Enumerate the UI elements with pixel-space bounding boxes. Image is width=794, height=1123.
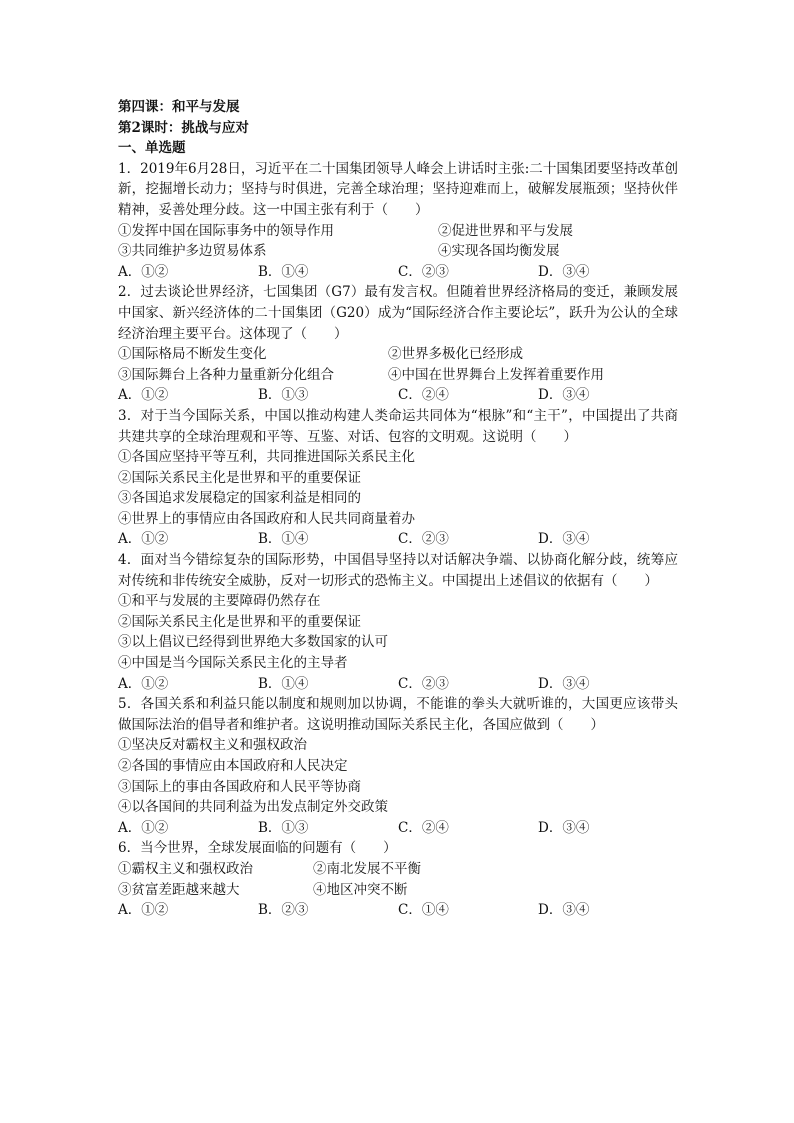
option-row bbox=[118, 344, 678, 365]
answer-d: D．③④ bbox=[538, 531, 590, 548]
answer-a: A．①② bbox=[118, 675, 169, 692]
answer-row bbox=[118, 818, 678, 839]
answer-b: B．①④ bbox=[258, 263, 309, 280]
option-row bbox=[118, 880, 678, 901]
option-1: ①发挥中国在国际事务中的领导作用 bbox=[118, 222, 334, 239]
question-1 bbox=[118, 159, 678, 283]
option-3: ③各国追求发展稳定的国家利益是相同的 bbox=[118, 490, 361, 507]
answer-row bbox=[118, 674, 678, 695]
answer-c: C．②③ bbox=[398, 675, 449, 692]
answer-b: B．①③ bbox=[258, 819, 309, 836]
option-4: ④中国是当今国际关系民主化的主导者 bbox=[118, 655, 348, 672]
answer-row bbox=[118, 385, 678, 406]
option-row bbox=[118, 241, 678, 262]
answer-row bbox=[118, 262, 678, 283]
answer-d: D．③④ bbox=[538, 263, 590, 280]
option-1: ①国际格局不断发生变化 bbox=[118, 346, 267, 363]
question-4 bbox=[118, 550, 678, 694]
answer-a: A．①② bbox=[118, 819, 169, 836]
question-2 bbox=[118, 282, 678, 406]
answer-c: C．②④ bbox=[398, 819, 449, 836]
answer-b: B．①④ bbox=[258, 531, 309, 548]
answer-d: D．③④ bbox=[538, 819, 590, 836]
question-stem: 5．各国关系和利益只能以制度和规则加以协调，不能谁的拳头大就听谁的，大国更应该带头做国际法治的倡导者和维护者。这说明推动国际关系民主化，各国应做到（ ） bbox=[118, 696, 678, 733]
option-4: ④实现各国均衡发展 bbox=[438, 243, 560, 260]
option-4: ④以各国间的共同利益为出发点制定外交政策 bbox=[118, 799, 388, 816]
option-2: ②世界多极化已经形成 bbox=[388, 346, 523, 363]
option-1: ①和平与发展的主要障碍仍然存在 bbox=[118, 593, 321, 610]
question-stem: 2．过去谈论世界经济，七国集团（G7）最有发言权。但随着世界经济格局的变迁，兼顾发展中国家、新兴经济体的二十国集团（G20）成为“国际经济合作主要论坛”，跃升为公认的全球经济治理主要平台。这体现了（ ） bbox=[118, 284, 678, 342]
option-3: ③贫富差距越来越大 bbox=[118, 881, 240, 898]
answer-c: C．②③ bbox=[398, 531, 449, 548]
answer-b: B．①③ bbox=[258, 387, 309, 404]
option-2: ②促进世界和平与发展 bbox=[438, 222, 573, 239]
option-1: ①坚决反对霸权主义和强权政治 bbox=[118, 737, 307, 754]
question-3 bbox=[118, 406, 678, 550]
answer-row bbox=[118, 529, 678, 550]
option-2: ②国际关系民主化是世界和平的重要保证 bbox=[118, 613, 361, 630]
question-6 bbox=[118, 838, 678, 920]
answer-d: D．③④ bbox=[538, 387, 590, 404]
question-stem: 4．面对当今错综复杂的国际形势，中国倡导坚持以对话解决争端、以协商化解分歧，统筹应对传统和非传统安全威胁，反对一切形式的恐怖主义。中国提出上述倡议的依据有（ ） bbox=[118, 552, 678, 589]
option-2: ②南北发展不平衡 bbox=[313, 860, 421, 877]
answer-c: C．②④ bbox=[398, 387, 449, 404]
lesson-subtitle: 第2课时：挑战与应对 bbox=[118, 119, 249, 136]
section-heading: 一、单选题 bbox=[118, 140, 186, 157]
option-4: ④中国在世界舞台上发挥着重要作用 bbox=[388, 366, 604, 383]
option-row bbox=[118, 221, 678, 242]
answer-d: D．③④ bbox=[538, 902, 590, 919]
option-1: ①霸权主义和强权政治 bbox=[118, 860, 253, 877]
answer-a: A．①② bbox=[118, 531, 169, 548]
answer-a: A．①② bbox=[118, 902, 169, 919]
lesson-title: 第四课：和平与发展 bbox=[118, 99, 240, 115]
answer-d: D．③④ bbox=[538, 675, 590, 692]
option-3: ③共同维护多边贸易体系 bbox=[118, 243, 267, 260]
answer-a: A．①② bbox=[118, 263, 169, 280]
option-3: ③国际舞台上各种力量重新分化组合 bbox=[118, 366, 334, 383]
option-2: ②各国的事情应由本国政府和人民决定 bbox=[118, 758, 348, 774]
option-4: ④世界上的事情应由各国政府和人民共同商量着办 bbox=[118, 510, 415, 527]
question-5 bbox=[118, 694, 678, 838]
answer-a: A．①② bbox=[118, 387, 169, 404]
answer-b: B．①④ bbox=[258, 675, 309, 692]
question-stem: 1．2019年6月28日，习近平在二十国集团领导人峰会上讲话时主张:二十国集团要坚持改革创新，挖掘增长动力；坚持与时俱进，完善全球治理；坚持迎难而上，破解发展瓶颈；坚持伙伴精神，妥善处理分歧。这一中国主张有利于（ ） bbox=[118, 160, 678, 218]
answer-b: B．②③ bbox=[258, 902, 309, 919]
question-stem: 3．对于当今国际关系，中国以推动构建人类命运共同体为“根脉”和“主干”，中国提出了共商共建共享的全球治理观和平等、互鉴、对话、包容的文明观。这说明（ ） bbox=[118, 407, 678, 445]
answer-row bbox=[118, 900, 678, 921]
option-3: ③国际上的事由各国政府和人民平等协商 bbox=[118, 778, 361, 795]
option-2: ②国际关系民主化是世界和平的重要保证 bbox=[118, 469, 361, 486]
option-1: ①各国应坚持平等互利，共同推进国际关系民主化 bbox=[118, 449, 415, 466]
option-row bbox=[118, 859, 678, 880]
question-stem: 6．当今世界，全球发展面临的问题有（ ） bbox=[118, 840, 397, 857]
option-4: ④地区冲突不断 bbox=[313, 881, 408, 898]
answer-c: C．①④ bbox=[398, 902, 449, 919]
option-row bbox=[118, 365, 678, 386]
worksheet-content bbox=[118, 97, 678, 921]
option-3: ③以上倡议已经得到世界绝大多数国家的认可 bbox=[118, 634, 388, 651]
answer-c: C．②③ bbox=[398, 263, 449, 280]
